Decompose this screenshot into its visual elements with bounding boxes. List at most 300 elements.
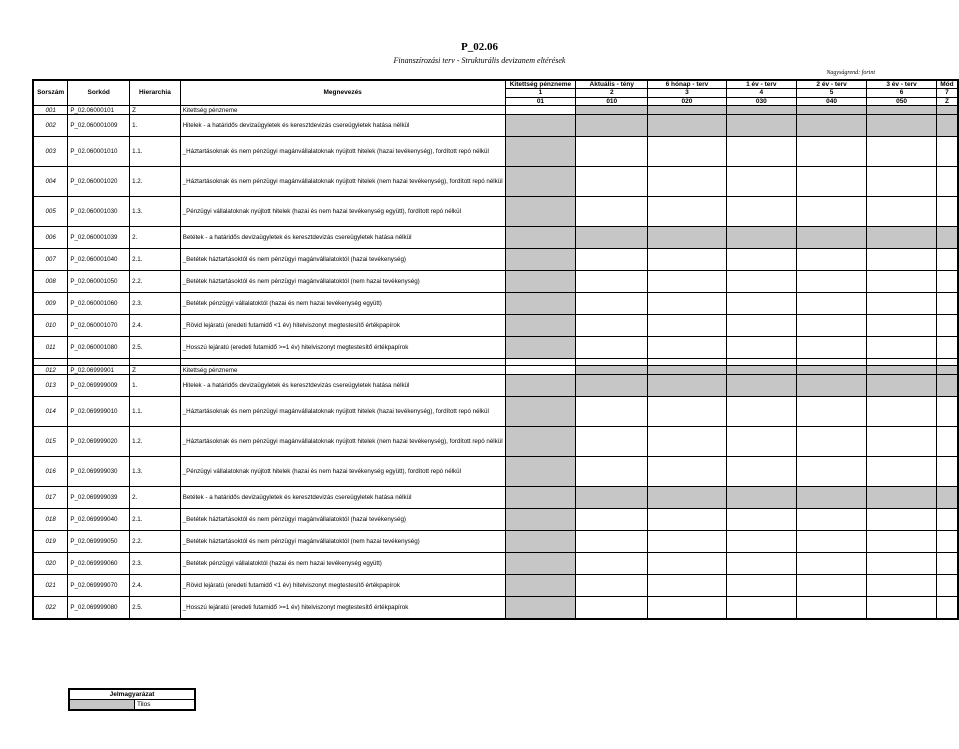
data-cell[interactable] [796,509,866,531]
mod-cell [936,487,958,509]
row-code: P_02.069999070 [68,575,130,597]
row-hierarchy: 1.3. [130,457,181,487]
row-name: _Betétek pénzügyi vállalatoktól (hazai és nem hazai tevékenység együtt) [180,293,505,315]
mod-cell[interactable] [936,197,958,227]
row-name: _Háztartásoknak és nem pénzügyi magánvállalatoknak nyújtott hitelek (nem hazai tevékenység), fordított repó nélkül [180,167,505,197]
data-cell [796,115,866,137]
row-name: Hitelek - a határidős devizaügyletek és keresztdevizás csereügyletek hatása nélkül [180,115,505,137]
row-name: Betétek - a határidős devizaügyletek és keresztdevizás csereügyletek hatása nélkül [180,487,505,509]
data-cell[interactable] [576,137,648,167]
table-row [33,293,958,315]
data-cell [867,227,937,249]
row-code: P_02.069999009 [68,375,130,397]
data-cell[interactable] [867,427,937,457]
page-title: P_02.06 [461,41,498,53]
table-row [33,509,958,531]
data-cell[interactable] [867,597,937,619]
table-row [33,115,958,137]
data-cell [648,106,726,115]
data-cell[interactable] [726,427,796,457]
data-cell[interactable] [726,315,796,337]
header-col-code: 040 [796,97,866,105]
header-col-num: 1 [505,89,576,97]
data-cell [505,531,576,553]
data-cell[interactable] [796,337,866,359]
data-cell [505,427,576,457]
data-cell [796,106,866,115]
row-number: 017 [33,487,68,509]
table-row [33,359,958,366]
row-number: 008 [33,271,68,293]
row-code: P_02.06000101 [68,106,130,115]
row-hierarchy: 2.2. [130,271,181,293]
data-cell[interactable] [726,575,796,597]
data-cell [576,106,648,115]
header-col-label: 6 hónap - terv [648,80,726,89]
data-cell[interactable] [576,197,648,227]
data-cell [505,457,576,487]
row-number [33,359,68,366]
header-col-code: 010 [576,97,648,105]
row-name: _Hosszú lejáratú (eredeti futamidő >=1 év) hitelviszonyt megtestesítő értékpapírok [180,597,505,619]
header-col-label: Aktuális - tény [576,80,648,89]
data-cell[interactable] [576,293,648,315]
data-cell[interactable] [648,427,726,457]
data-cell [648,487,726,509]
data-cell[interactable] [726,167,796,197]
header-col-code: 020 [648,97,726,105]
data-cell[interactable] [796,271,866,293]
data-cell [726,227,796,249]
data-cell[interactable] [576,167,648,197]
row-code: P_02.060001039 [68,227,130,249]
row-number: 015 [33,427,68,457]
data-cell [505,315,576,337]
table-row [33,249,958,271]
row-code: P_02.060001070 [68,315,130,337]
mod-cell [936,227,958,249]
row-code: P_02.060001009 [68,115,130,137]
data-cell [648,366,726,375]
data-cell[interactable] [576,249,648,271]
mod-cell[interactable] [936,315,958,337]
row-number: 021 [33,575,68,597]
row-number: 019 [33,531,68,553]
row-number: 016 [33,457,68,487]
data-cell[interactable] [505,359,576,366]
data-cell[interactable] [867,337,937,359]
header-sorszam: Sorszám [33,80,68,106]
data-cell [505,137,576,167]
data-cell [505,115,576,137]
row-number: 013 [33,375,68,397]
row-name: _Betétek háztartásoktól és nem pénzügyi magánvállalatoktól (nem hazai tevékenység) [180,271,505,293]
row-number: 006 [33,227,68,249]
data-cell [796,366,866,375]
data-cell[interactable] [867,457,937,487]
row-name [180,359,505,366]
row-number: 004 [33,167,68,197]
data-cell[interactable] [648,315,726,337]
row-code: P_02.060001080 [68,337,130,359]
header-mod-num: 7 [936,89,958,97]
header-col-num: 5 [796,89,866,97]
data-cell[interactable] [867,271,937,293]
row-hierarchy: 2.5. [130,337,181,359]
row-code: P_02.060001040 [68,249,130,271]
data-cell[interactable] [576,531,648,553]
mod-cell[interactable] [936,271,958,293]
row-code: P_02.069999020 [68,427,130,457]
header-col-label: Kitettség pénzneme [505,80,576,89]
data-cell[interactable] [648,197,726,227]
row-hierarchy: 2.5. [130,597,181,619]
data-cell[interactable] [648,575,726,597]
row-number: 007 [33,249,68,271]
data-cell[interactable] [867,359,937,366]
data-cell[interactable] [726,597,796,619]
table-header [33,80,958,106]
row-code: P_02.060001010 [68,137,130,167]
data-cell[interactable] [796,293,866,315]
header-col-code: 01 [505,97,576,105]
data-cell[interactable] [726,337,796,359]
table-body [33,106,958,619]
data-cell [505,375,576,397]
data-cell[interactable] [648,397,726,427]
table-row [33,197,958,227]
row-hierarchy: 1.2. [130,427,181,457]
data-cell[interactable] [726,271,796,293]
row-name: _Pénzügyi vállalatoknak nyújtott hitelek (hazai és nem hazai tevékenység együtt), fordított repó nélkül [180,457,505,487]
data-cell[interactable] [648,293,726,315]
row-hierarchy: 2.3. [130,553,181,575]
data-cell[interactable] [576,553,648,575]
data-cell [505,397,576,427]
header-col-num: 3 [648,89,726,97]
row-code: P_02.060001050 [68,271,130,293]
header-col-num: 2 [576,89,648,97]
data-cell [867,115,937,137]
data-cell[interactable] [796,553,866,575]
page-subtitle: Finanszírozási terv - Strukturális devizanem eltérések [393,56,566,65]
legend [68,688,196,711]
row-number: 005 [33,197,68,227]
data-cell [867,375,937,397]
data-cell[interactable] [576,337,648,359]
data-cell[interactable] [576,271,648,293]
row-hierarchy: 2.2. [130,531,181,553]
header-col-label: 3 év - terv [867,80,937,89]
data-cell [505,575,576,597]
row-code: P_02.069999060 [68,553,130,575]
row-name: _Rövid lejáratú (eredeti futamidő <1 év) hitelviszonyt megtestesítő értékpapírok [180,575,505,597]
row-code: P_02.069999039 [68,487,130,509]
data-cell [726,106,796,115]
row-hierarchy: 2.1. [130,509,181,531]
row-code [68,359,130,366]
header-col-label: 2 év - terv [796,80,866,89]
data-cell[interactable] [867,397,937,427]
table-row [33,137,958,167]
row-hierarchy: 1.1. [130,137,181,167]
data-cell[interactable] [796,359,866,366]
data-cell [505,337,576,359]
row-number: 020 [33,553,68,575]
row-hierarchy: 2. [130,227,181,249]
data-cell[interactable] [576,397,648,427]
data-cell[interactable] [648,597,726,619]
data-cell[interactable] [867,293,937,315]
data-cell[interactable] [648,271,726,293]
data-cell [505,227,576,249]
row-name: Betétek - a határidős devizaügyletek és keresztdevizás csereügyletek hatása nélkül [180,227,505,249]
data-cell[interactable] [796,575,866,597]
unit-note: Nagyságrend: forint [826,70,875,76]
data-cell [505,249,576,271]
data-cell[interactable] [867,249,937,271]
row-number: 001 [33,106,68,115]
data-cell[interactable] [796,457,866,487]
mod-cell[interactable] [936,597,958,619]
mod-cell[interactable] [936,359,958,366]
table-row [33,553,958,575]
data-cell [505,167,576,197]
row-hierarchy: 1.3. [130,197,181,227]
row-number: 002 [33,115,68,137]
data-cell[interactable] [576,597,648,619]
header-row [33,80,958,89]
data-cell[interactable] [726,359,796,366]
row-number: 018 [33,509,68,531]
row-number: 003 [33,137,68,167]
mod-cell[interactable] [936,167,958,197]
row-number: 010 [33,315,68,337]
table-row [33,397,958,427]
data-cell [867,487,937,509]
data-cell[interactable] [648,509,726,531]
data-cell[interactable] [726,197,796,227]
mod-cell [936,106,958,115]
data-cell[interactable] [648,249,726,271]
row-hierarchy: 1.1. [130,397,181,427]
mod-cell[interactable] [936,553,958,575]
data-cell [726,487,796,509]
row-code: P_02.060001030 [68,197,130,227]
data-cell[interactable] [648,553,726,575]
mod-cell[interactable] [936,137,958,167]
table-row [33,375,958,397]
data-cell[interactable] [648,457,726,487]
header-hierarchia: Hierarchia [130,80,181,106]
row-code: P_02.06999901 [68,366,130,375]
row-hierarchy: 1. [130,375,181,397]
data-cell[interactable] [576,457,648,487]
data-cell[interactable] [726,457,796,487]
row-code: P_02.069999080 [68,597,130,619]
data-cell[interactable] [726,397,796,427]
data-cell[interactable] [576,359,648,366]
row-number: 022 [33,597,68,619]
row-hierarchy: 1. [130,115,181,137]
data-cell[interactable] [796,249,866,271]
row-hierarchy: 2.4. [130,575,181,597]
header-col-code: 030 [726,97,796,105]
row-hierarchy: 2.4. [130,315,181,337]
data-cell[interactable] [796,531,866,553]
data-cell[interactable] [648,137,726,167]
row-name: _Háztartásoknak és nem pénzügyi magánvállalatoknak nyújtott hitelek (nem hazai tevékenység), fordított repó nélkül [180,427,505,457]
data-cell [505,271,576,293]
table-row [33,427,958,457]
row-hierarchy: 2. [130,487,181,509]
header-col-code: 050 [867,97,937,105]
row-code: P_02.069999010 [68,397,130,427]
data-cell [726,115,796,137]
data-cell[interactable] [648,337,726,359]
data-cell[interactable] [867,575,937,597]
mod-cell [936,375,958,397]
data-cell [796,227,866,249]
row-name: _Rövid lejáratú (eredeti futamidő <1 év) hitelviszonyt megtestesítő értékpapírok [180,315,505,337]
row-hierarchy: Z [130,366,181,375]
data-cell [726,375,796,397]
data-cell[interactable] [796,137,866,167]
data-cell [867,106,937,115]
row-number: 014 [33,397,68,427]
row-number: 012 [33,366,68,375]
data-cell[interactable] [505,106,576,115]
data-cell[interactable] [796,167,866,197]
row-name: _Hosszú lejáratú (eredeti futamidő >=1 év) hitelviszonyt megtestesítő értékpapírok [180,337,505,359]
data-cell [576,375,648,397]
data-cell[interactable] [796,597,866,619]
row-number: 011 [33,337,68,359]
mod-cell[interactable] [936,397,958,427]
data-cell[interactable] [648,359,726,366]
data-table [32,79,959,620]
row-number: 009 [33,293,68,315]
row-name: _Betétek háztartásoktól és nem pénzügyi magánvállalatoktól (hazai tevékenység) [180,509,505,531]
table-row [33,315,958,337]
data-cell[interactable] [726,293,796,315]
row-name: _Pénzügyi vállalatoknak nyújtott hitelek (hazai és nem hazai tevékenység együtt), fordított repó nélkül [180,197,505,227]
mod-cell[interactable] [936,509,958,531]
data-cell [796,375,866,397]
row-code: P_02.060001060 [68,293,130,315]
table-row [33,167,958,197]
data-cell[interactable] [867,553,937,575]
data-cell [796,487,866,509]
mod-cell[interactable] [936,249,958,271]
row-hierarchy: 2.1. [130,249,181,271]
table-row [33,575,958,597]
table-row [33,227,958,249]
data-cell[interactable] [867,315,937,337]
data-cell[interactable] [576,509,648,531]
data-cell[interactable] [796,315,866,337]
data-cell[interactable] [648,167,726,197]
mod-cell[interactable] [936,293,958,315]
data-cell[interactable] [726,137,796,167]
mod-cell [936,366,958,375]
data-cell[interactable] [796,397,866,427]
row-name: _Háztartásoknak és nem pénzügyi magánvállalatoknak nyújtott hitelek (hazai tevékenység), fordított repó nélkül [180,397,505,427]
data-cell[interactable] [648,531,726,553]
data-cell[interactable] [726,249,796,271]
table-row [33,337,958,359]
data-cell[interactable] [576,427,648,457]
table-row [33,597,958,619]
data-cell [576,487,648,509]
mod-cell[interactable] [936,575,958,597]
header-sorkod: Sorkód [68,80,130,106]
row-hierarchy [130,359,181,366]
data-cell[interactable] [576,575,648,597]
mod-cell[interactable] [936,337,958,359]
row-hierarchy: 1.2. [130,167,181,197]
mod-cell[interactable] [936,427,958,457]
header-mod: Mód [936,80,958,89]
row-name: _Betétek pénzügyi vállalatoktól (hazai és nem hazai tevékenység együtt) [180,553,505,575]
header-col-label: 1 év - terv [726,80,796,89]
data-cell[interactable] [867,197,937,227]
data-cell [576,227,648,249]
data-cell [576,115,648,137]
legend-title: Jelmagyarázat [69,689,195,700]
data-cell [505,553,576,575]
data-cell [505,487,576,509]
data-cell [505,197,576,227]
data-cell [576,366,648,375]
data-cell[interactable] [796,197,866,227]
data-cell[interactable] [867,137,937,167]
data-cell[interactable] [726,553,796,575]
row-code: P_02.069999030 [68,457,130,487]
mod-cell [936,115,958,137]
data-cell[interactable] [796,427,866,457]
table-row [33,531,958,553]
data-cell[interactable] [867,509,937,531]
data-cell[interactable] [505,366,576,375]
mod-cell[interactable] [936,457,958,487]
mod-cell[interactable] [936,531,958,553]
row-name: _Betétek háztartásoktól és nem pénzügyi magánvállalatoktól (hazai tevékenység) [180,249,505,271]
table-row [33,457,958,487]
data-cell [648,375,726,397]
row-hierarchy: Z [130,106,181,115]
data-cell [726,366,796,375]
table-row [33,366,958,375]
table-row [33,106,958,115]
data-cell [505,293,576,315]
table-row [33,487,958,509]
header-mod-code: Z [936,97,958,105]
data-cell[interactable] [867,531,937,553]
data-cell[interactable] [726,509,796,531]
legend-label: Tilos [135,700,196,711]
table-row [33,271,958,293]
header-col-num: 6 [867,89,937,97]
data-cell [648,227,726,249]
data-cell [867,366,937,375]
row-name: _Háztartásoknak és nem pénzügyi magánvállalatoknak nyújtott hitelek (hazai tevékenység), fordított repó nélkül [180,137,505,167]
header-col-num: 4 [726,89,796,97]
data-cell[interactable] [726,531,796,553]
data-cell[interactable] [576,315,648,337]
row-code: P_02.060001020 [68,167,130,197]
data-cell[interactable] [867,167,937,197]
